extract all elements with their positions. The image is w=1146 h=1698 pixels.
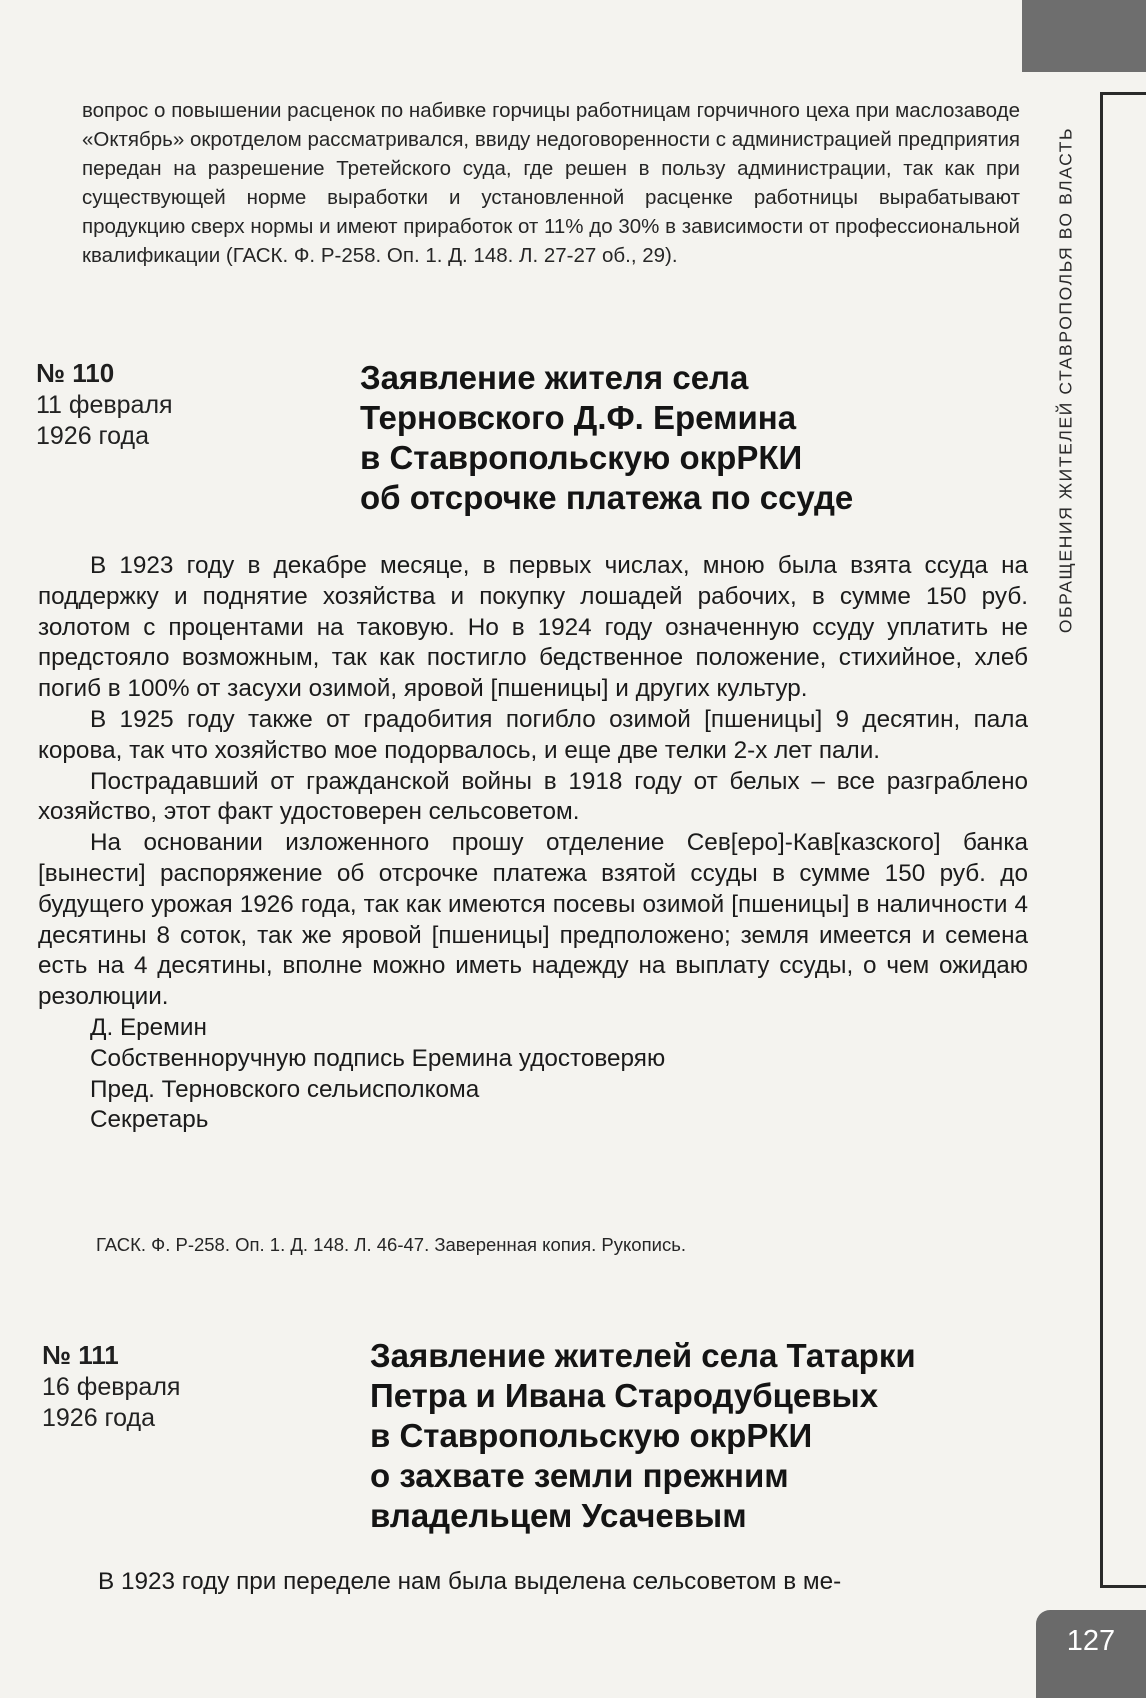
doc-111-date-year: 1926 года <box>42 1404 155 1432</box>
doc-110-paragraph: Пострадавший от гражданской войны в 1918 году от белых – все разграблено хозяйство, этот факт удостоверен сельсоветом. <box>38 767 1028 826</box>
intro-text: вопрос о повышении расценок по набивке горчицы работницам горчичного цеха при маслозаводе «Октябрь» окротделом рассматривался, ввиду недоговоренности с администрацией предприятия передан на разрешение Третейского суда, где решен в пользу администрации, так как при существующей норме выработки и установленной расценке работницы вырабатывают продукцию сверх нормы и имеют приработок от 11% до 30% в зависимости от профессиональной квалификации (ГАСК. Ф. Р-258. Оп. 1. Д. 148. Л. 27-27 об., 29). <box>82 99 1020 267</box>
signature-line: Пред. Терновского сельисполкома <box>90 1075 480 1103</box>
doc-111-title-line: в Ставропольскую окрРКИ <box>370 1417 813 1454</box>
doc-110-paragraph: В 1925 году также от градобития погибло озимой [пшеницы] 9 десятин, пала корова, так что хозяйство мое подорвалось, и еще две телки 2-х лет пали. <box>38 705 1028 764</box>
signature-line: Собственноручную подпись Еремина удостоверяю <box>90 1044 666 1072</box>
doc-110-body <box>38 551 1028 1136</box>
page-number: 127 <box>1066 1625 1116 1657</box>
doc-111-first-line: В 1923 году при переделе нам была выделена сельсоветом в ме- <box>98 1568 842 1595</box>
running-header <box>1040 90 1092 670</box>
doc-110-number: № 110 <box>36 358 115 388</box>
doc-111-number: № 111 <box>42 1340 119 1370</box>
doc-111-date <box>42 1372 180 1434</box>
signature-line: Д. Еремин <box>90 1013 207 1041</box>
doc-111-title-line: о захвате земли прежним <box>370 1457 789 1494</box>
signature-line: Секретарь <box>90 1106 209 1134</box>
doc-111-title-line: Заявление жителей села Татарки <box>370 1337 916 1374</box>
doc-110-source: ГАСК. Ф. Р-258. Оп. 1. Д. 148. Л. 46-47. Заверенная копия. Рукопись. <box>96 1234 686 1255</box>
intro-paragraph <box>82 96 1020 270</box>
doc-111-title <box>370 1336 916 1536</box>
doc-111-title-line: владельцем Усачевым <box>370 1497 747 1534</box>
doc-110-title-line: Заявление жителя села <box>360 359 749 396</box>
doc-110-paragraph: В 1923 году в декабре месяце, в первых числах, мною была взята ссуда на поддержку и поднятие хозяйства и покупку лошадей рабочих, в сумме 150 руб. золотом с процентами на таковую. Но в 1924 году означенную ссуду уплатить не предстояло возможным, так как постигло бедственное положение, стихийное, хлеб погиб в 100% от засухи озимой, яровой [пшеницы] и других культур. <box>38 552 1028 703</box>
doc-110-date <box>36 390 173 452</box>
doc-110-title-line: Терновского Д.Ф. Еремина <box>360 399 797 436</box>
doc-111-title-line: Петра и Ивана Стародубцевых <box>370 1377 879 1414</box>
doc-110-date-day: 11 февраля <box>36 391 173 419</box>
doc-110-paragraph: На основании изложенного прошу отделение Сев[еро]-Кав[казского] банка [вынести] распоряжение об отсрочке платежа взятой ссуды в сумме 150 руб. до будущего урожая 1926 года, так как имеются посевы озимой [пшеницы] в наличности 4 десятины 8 соток, так же яровой [пшеницы] предположено; земля имеется и семена есть на 4 десятины, вполне можно иметь надежду на выплату ссуды, о чем ожидаю резолюции. <box>38 829 1028 1011</box>
margin-frame <box>1100 92 1146 1588</box>
running-header-text: ОБРАЩЕНИЯ ЖИТЕЛЕЙ СТАВРОПОЛЬЯ ВО ВЛАСТЬ <box>1055 126 1076 634</box>
doc-110-title <box>360 358 853 518</box>
corner-decoration <box>1022 0 1146 72</box>
doc-110-title-line: об отсрочке платежа по ссуде <box>360 479 854 516</box>
doc-111-body <box>98 1567 1038 1598</box>
doc-110-date-year: 1926 года <box>36 422 149 450</box>
doc-111-date-day: 16 февраля <box>42 1373 181 1401</box>
doc-110-title-line: в Ставропольскую окрРКИ <box>360 439 803 476</box>
